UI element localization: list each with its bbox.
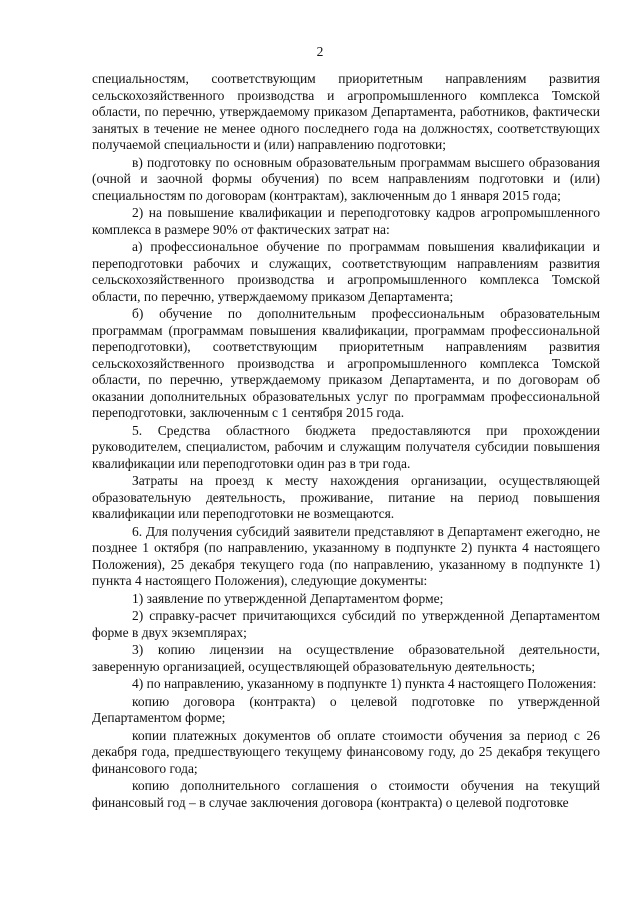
paragraph-doc-4: 4) по направлению, указанному в подпункте 1) пункта 4 настоящего Положения: bbox=[132, 676, 597, 691]
paragraph-doc-2: 2) справку-расчет причитающихся субсидий по утвержденной Департаментом форме в двух экземплярах; bbox=[92, 608, 600, 640]
paragraph-item-b: б) обучение по дополнительным профессиональным образовательным программам (программам повышения квалификации, программам профессиональной переподготовки), соответствующим приоритетным направлениям развития сельскохозяйственного производства и агропромышленного комплекса Томской области, по перечню, утверждаемому приказом Департамента, и по договорам об оказании дополнительных образовательных услуг по программам профессиональной переподготовки, заключенным с 1 сентября 2015 года. bbox=[92, 306, 600, 420]
paragraph-doc-3: 3) копию лицензии на осуществление образовательной деятельности, заверенную организацией, осуществляющей образовательную деятельность; bbox=[92, 642, 600, 674]
paragraph-travel-costs: Затраты на проезд к месту нахождения организации, осуществляющей образовательную деятельность, проживание, питание на период повышения квалификации или переподготовки не возмещаются. bbox=[92, 473, 600, 521]
paragraph-contract-copy: копию договора (контракта) о целевой подготовке по утвержденной Департаментом форме; bbox=[92, 693, 600, 725]
paragraph-supplementary-agreement: копию дополнительного соглашения о стоимости обучения на текущий финансовый год – в случае заключения договора (контракта) о целевой подготовке bbox=[92, 778, 600, 810]
paragraph-item-v: в) подготовку по основным образовательным программам высшего образования (очной и заочной формы обучения) по всем направлениям подготовки и (или) специальностям по договорам (контрактам), заключенным до 1 января 2015 года; bbox=[92, 154, 600, 203]
paragraph-payment-copies: копии платежных документов об оплате стоимости обучения за период с 26 декабря года, предшествующего текущему финансовому году, до 25 декабря текущего финансового года; bbox=[92, 727, 600, 776]
paragraph-clause-6: 6. Для получения субсидий заявители представляют в Департамент ежегодно, не позднее 1 октября (по направлению, указанному в подпункте 2) пункта 4 настоящего Положения), 25 декабря текущего года (по направлению, указанному в подпункте 1) пункта 4 настоящего Положения), следующие документы: bbox=[92, 523, 600, 588]
paragraph-item-a: а) профессиональное обучение по программам повышения квалификации и переподготовки рабочих и служащих, соответствующим направлениям развития сельскохозяйственного производства и агропромышленного комплекса Томской области, по перечню, утверждаемому приказом Департамента; bbox=[92, 239, 600, 304]
paragraph-clause-5: 5. Средства областного бюджета предоставляются при прохождении руководителем, специалистом, рабочим и служащим получателя субсидии повышения квалификации или переподготовки один раз в три года. bbox=[92, 422, 600, 471]
page-number: 2 bbox=[316, 44, 324, 59]
paragraph-doc-1: 1) заявление по утвержденной Департаментом форме; bbox=[132, 590, 444, 606]
paragraph-item-2: 2) на повышение квалификации и переподготовку кадров агропромышленного комплекса в размере 90% от фактических затрат на: bbox=[92, 205, 600, 237]
paragraph-continuation: специальностям, соответствующим приоритетным направлениям развития сельскохозяйственного производства и агропромышленного комплекса Томской области, по перечню, утверждаемому приказом Департамента, работников, фактически занятых в течение не менее одного последнего года на должностях, соответствующих получаемой специальности и (или) направлению подготовки; bbox=[92, 71, 600, 152]
document-body bbox=[92, 71, 600, 812]
